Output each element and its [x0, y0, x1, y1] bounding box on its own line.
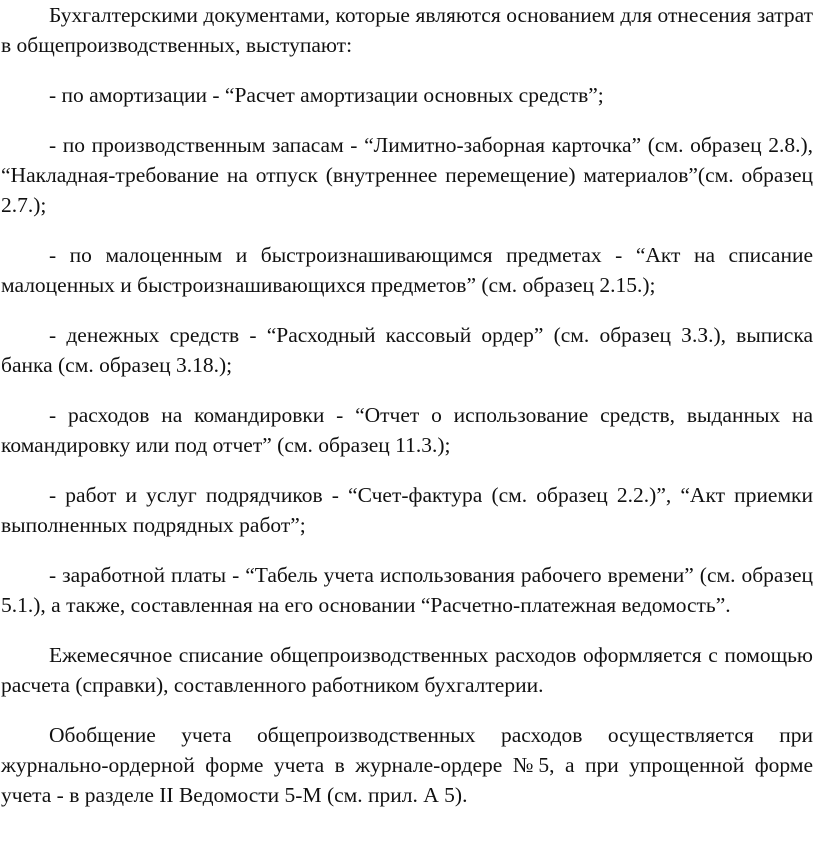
paragraph-monthly-writeoff: Ежемесячное списание общепроизводственных расходов оформляется с помощью расчета (справки), составленного работником бухгалтерии.: [1, 643, 813, 697]
paragraph-wages: - заработной платы - “Табель учета использования рабочего времени” (см. образец 5.1.), а также, составленная на его основании “Расчетно-платежная ведомость”.: [1, 563, 813, 617]
paragraph-inventory: - по производственным запасам - “Лимитно-заборная карточка” (см. образец 2.8.), “Накладная-требование на отпуск (внутреннее перемещение) материалов”(см. образец 2.7.);: [1, 133, 813, 217]
paragraph-business-trips: - расходов на командировки - “Отчет о использование средств, выданных на командировку или под отчет” (см. образец 11.3.);: [1, 403, 813, 457]
paragraph-intro: Бухгалтерскими документами, которые являются основанием для отнесения затрат в общепроизводственных, выступают:: [1, 3, 813, 57]
paragraph-cash: - денежных средств - “Расходный кассовый ордер” (см. образец З.З.), выписка банка (см. образец 3.18.);: [1, 323, 813, 377]
paragraph-low-value-items: - по малоценным и быстроизнашивающимся предметах - “Акт на списание малоценных и быстроизнашивающихся предметов” (см. образец 2.15.);: [1, 243, 813, 297]
paragraph-contractors: - работ и услуг подрядчиков - “Счет-фактура (см. образец 2.2.)”, “Акт приемки выполненных подрядных работ”;: [1, 483, 813, 537]
paragraph-summary: Обобщение учета общепроизводственных расходов осуществляется при журнально-ордерной форме учета в журнале-ордере №5, а при упрощенной форме учета - в разделе II Ведомости 5-М (см. прил. А 5).: [1, 723, 813, 807]
paragraph-depreciation: - по амортизации - “Расчет амортизации основных средств”;: [49, 83, 604, 107]
